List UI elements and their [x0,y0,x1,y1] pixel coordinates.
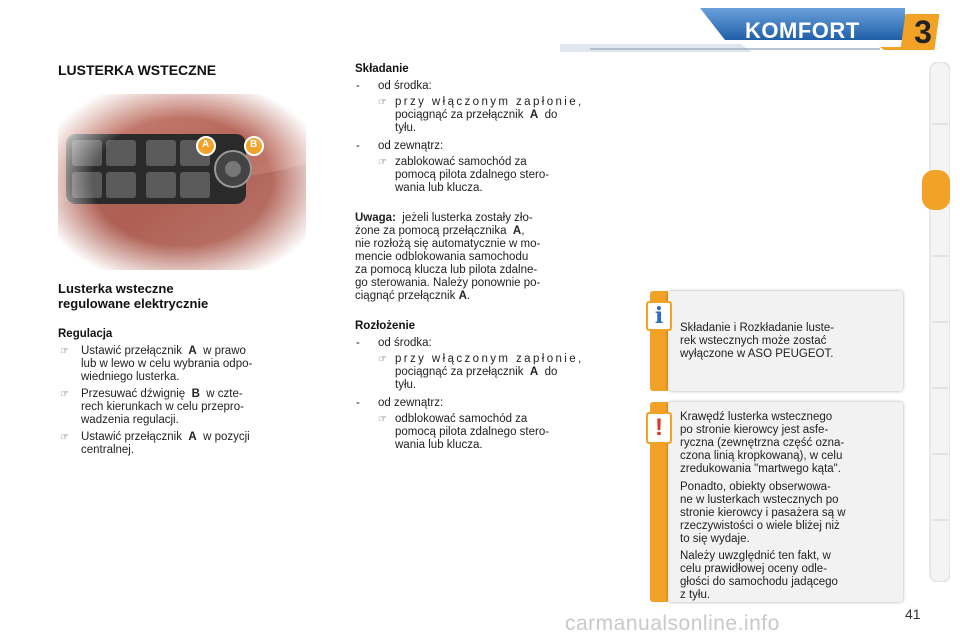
info-line3: wyłączone w ASO PEUGEOT. [680,348,834,360]
page-number: 41 [905,606,921,622]
uwaga-line1: Uwaga: jeżeli lusterka zostały zło- [355,212,533,224]
uwaga-line4: mencie odblokowania samochodu [355,251,529,263]
dash-marker: - [356,397,360,409]
reg2-line2: rech kierunkach w celu przepro- [81,401,244,413]
rozlozenie-title: Rozłożenie [355,320,416,332]
warn-p2-line3: stronie kierowcy i pasażera są w [680,507,846,519]
warn-p1-line3: ryczna (zewnętrzna część ozna- [680,437,845,449]
reg2-line3: wadzenia regulacji. [81,414,179,426]
watermark: carmanualsonline.info [565,612,780,635]
info-line2: rek wstecznych może zostać [680,335,827,347]
r-in-line3: tyłu. [395,379,417,391]
r-inside: od środka: [378,337,432,349]
uwaga-line3: nie rozłożą się automatycznie w mo- [355,238,541,250]
uwaga-line5: za pomocą klucza lub pilota zdalne- [355,264,538,276]
info-icon: i [646,301,672,331]
hand-pointer-icon: ☞ [378,354,387,365]
s-outside: od zewnątrz: [378,140,444,152]
chapter-number: 3 [914,14,932,50]
reg3-line1: Ustawić przełącznik A w pozycji [81,431,250,443]
warn-p2-line2: ne w lusterkach wstecznych po [680,494,839,506]
active-chapter-tab[interactable] [922,170,950,210]
s-out-line2: pomocą pilota zdalnego stero- [395,169,550,181]
dash-marker: - [356,80,360,92]
hand-pointer-icon: ☞ [60,389,69,400]
s-in-line1: przy włączonym zapłonie, [395,96,584,108]
s-inside: od środka: [378,80,432,92]
r-outside: od zewnątrz: [378,397,444,409]
reg1-line1: Ustawić przełącznik A w prawo [81,345,246,357]
reg2-line1: Przesuwać dźwignię B w czte- [81,388,243,400]
warn-p3-line4: z tyłu. [680,589,711,601]
s-in-line3: tyłu. [395,122,417,134]
photo-label-a: A [202,139,210,150]
subheading-line2: regulowane elektrycznie [58,296,209,311]
reg1-line2: lub w lewo w celu wybrania odpo- [81,358,253,370]
photo-label-b: B [250,139,258,150]
s-out-line1: zablokować samochód za [395,156,527,168]
warn-p1-line2: po stronie kierowcy jest asfe- [680,424,829,436]
reg3-line2: centralnej. [81,444,135,456]
s-in-line2: pociągnąć za przełącznik A do [395,109,558,121]
hand-pointer-icon: ☞ [60,432,69,443]
warn-p3-line1: Należy uwzględnić ten fakt, w [680,550,831,562]
r-out-line1: odblokować samochód za [395,413,528,425]
warn-p1-line5: zredukowania "martwego kąta". [680,463,841,475]
warn-p1-line4: czona linią kropkowaną), w celu [680,450,843,462]
subheading-line1: Lusterka wsteczne [58,281,174,296]
warn-p2-line5: to się wydaje. [680,533,750,545]
uwaga-line2: żone za pomocą przełącznika A, [355,225,525,237]
r-in-line1: przy włączonym zapłonie, [395,353,584,365]
warning-icon: ! [646,412,672,444]
regulacja-title: Regulacja [58,328,113,340]
skladanie-title: Składanie [355,63,409,75]
dash-marker: - [356,140,360,152]
uwaga-line6: go sterowania. Należy ponownie po- [355,277,541,289]
dash-marker: - [356,337,360,349]
hand-pointer-icon: ☞ [378,414,387,425]
hand-pointer-icon: ☞ [378,157,387,168]
warn-p1-line1: Krawędź lusterka wstecznego [680,411,833,423]
warn-p2-line1: Ponadto, obiekty obserwowa- [680,481,831,493]
warn-p3-line3: głości do samochodu jadącego [680,576,838,588]
r-out-line2: pomocą pilota zdalnego stero- [395,426,550,438]
info-line1: Składanie i Rozkładanie luste- [680,322,835,334]
chapter-tab-strip [928,62,950,582]
section-heading: LUSTERKA WSTECZNE [58,62,217,78]
r-in-line2: pociągnąć za przełącznik A do [395,366,558,378]
chapter-title: KOMFORT [745,18,860,43]
s-out-line3: wania lub klucza. [395,182,483,194]
door-switch-photo [58,94,306,270]
hand-pointer-icon: ☞ [378,97,387,108]
warn-p2-line4: rzeczywistości o wiele bliżej niż [680,520,840,532]
warn-p3-line2: celu prawidłowej oceny odle- [680,563,828,575]
hand-pointer-icon: ☞ [60,346,69,357]
r-out-line3: wania lub klucza. [395,439,483,451]
uwaga-line7: ciągnąć przełącznik A. [355,290,471,302]
reg1-line3: wiedniego lusterka. [81,371,180,383]
